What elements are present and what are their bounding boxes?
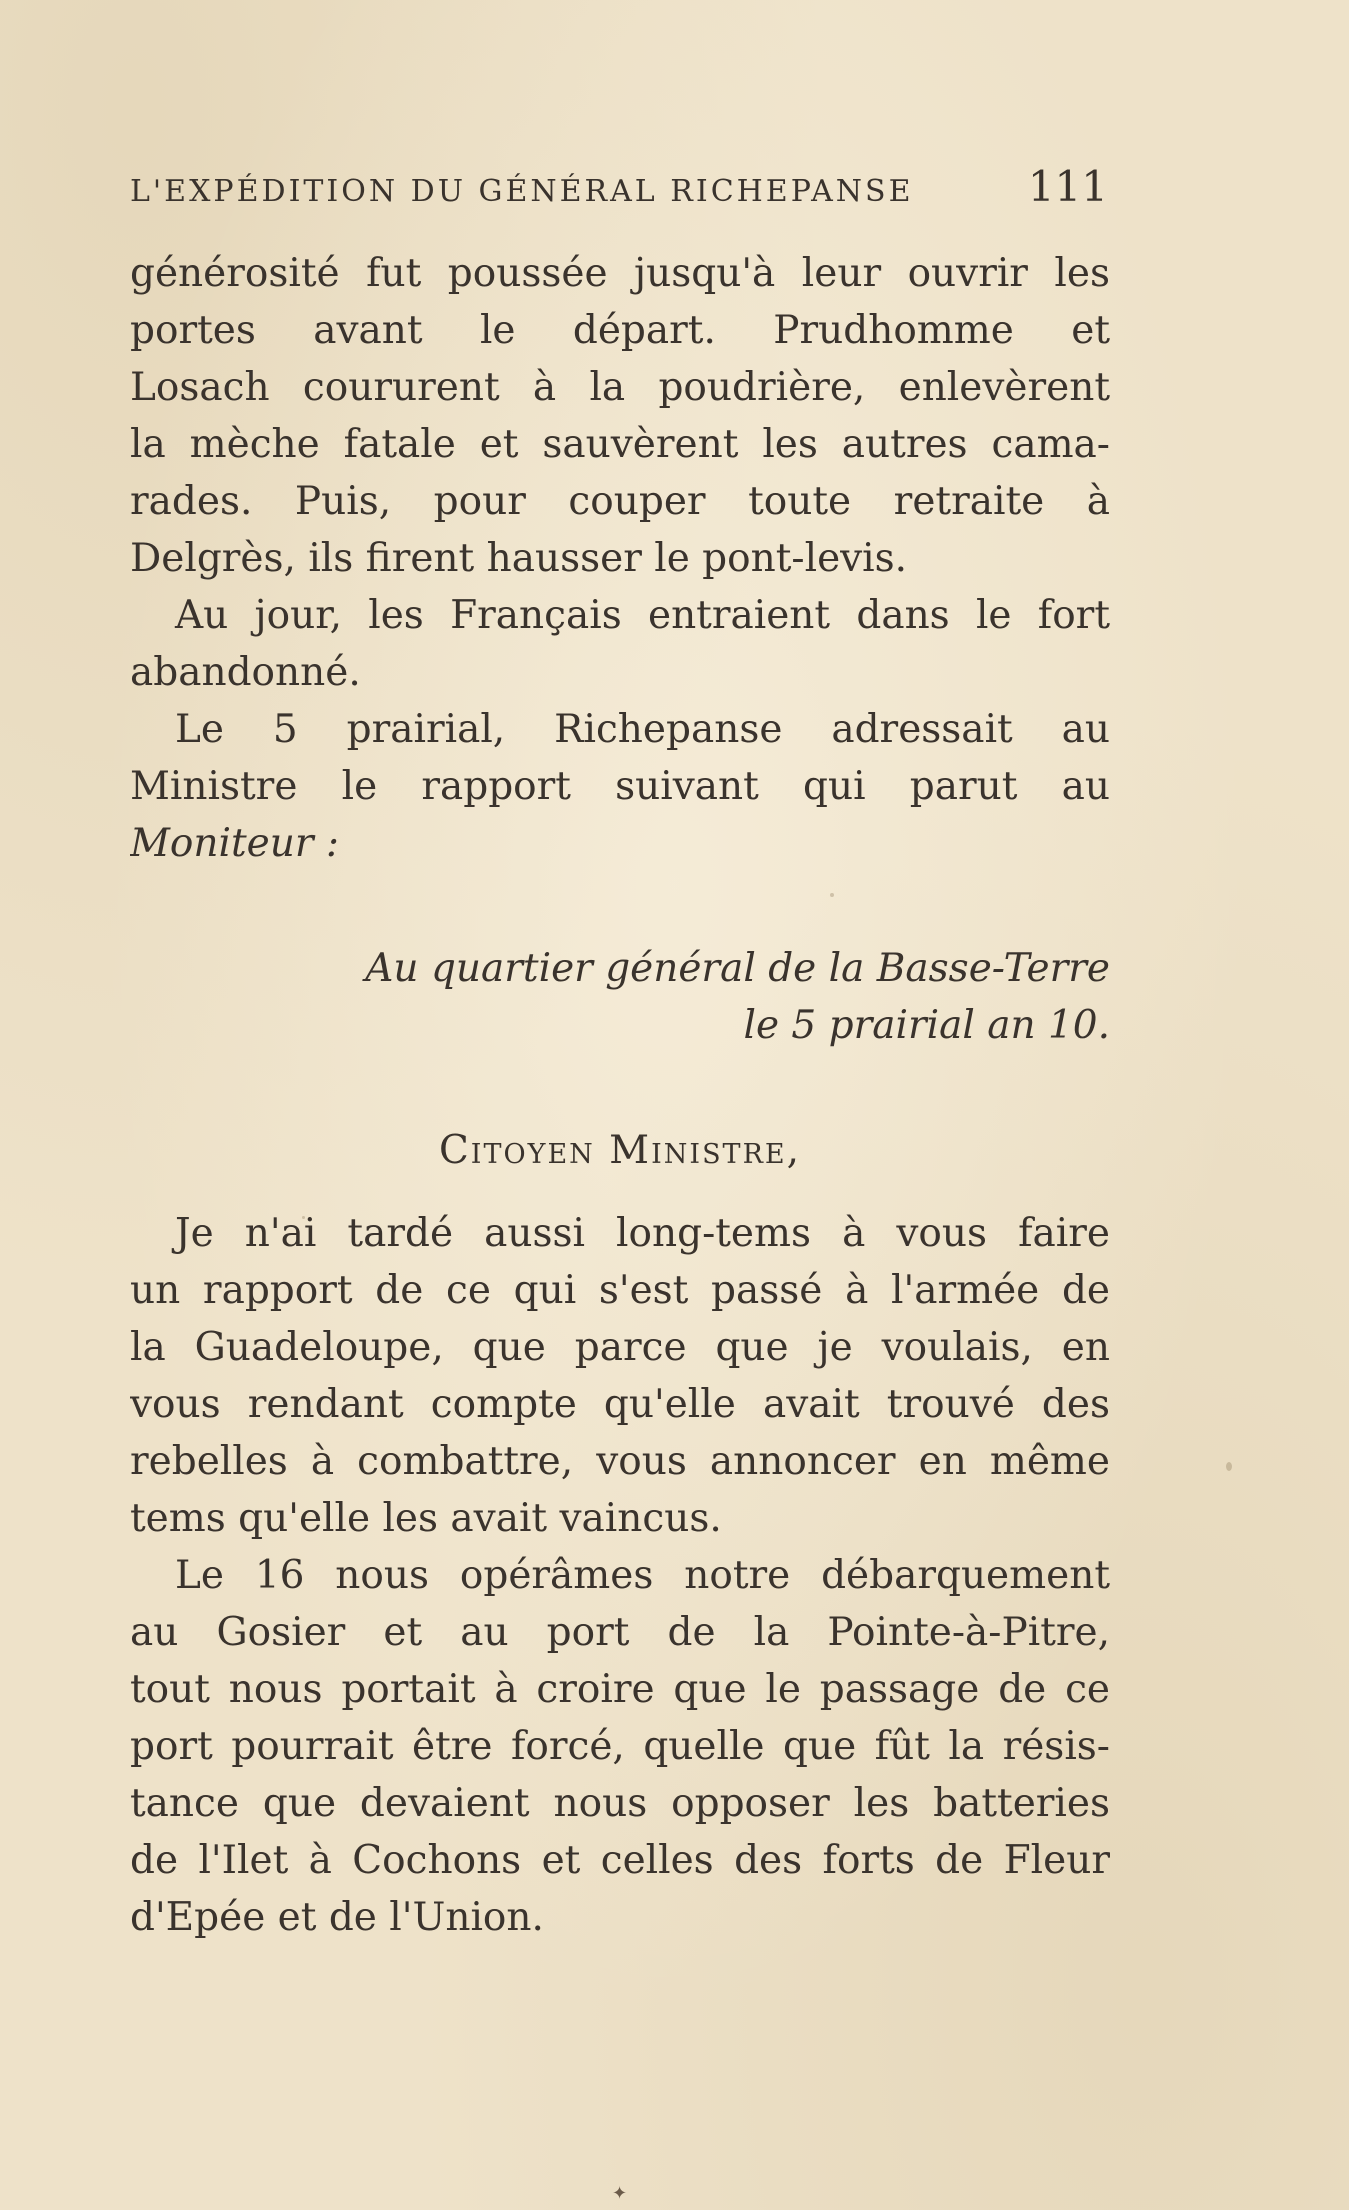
text-line: tout nous portait à croire que le passage de ce — [130, 1667, 1110, 1712]
text-line: la mèche fatale et sauvèrent les autres cama- — [130, 422, 1110, 467]
dateline-place: Au quartier général de la Basse-Terre — [365, 946, 1110, 991]
running-title: L'EXPÉDITION DU GÉNÉRAL RICHEPANSE — [130, 174, 914, 209]
text-line: Ministre le rapport suivant qui parut au — [130, 764, 1110, 809]
text-line: Au jour, les Français entraient dans le fort — [175, 593, 1110, 638]
text-line: de l'Ilet à Cochons et celles des forts de Fleur — [130, 1838, 1110, 1883]
text-line: Le 5 prairial, Richepanse adressait au — [175, 707, 1110, 752]
text-line: portes avant le départ. Prudhomme et — [130, 308, 1110, 353]
paragraph-block-2 — [130, 1205, 1110, 1946]
text-line: port pourrait être forcé, quelle que fût la résis- — [130, 1724, 1110, 1769]
text-line: un rapport de ce qui s'est passé à l'armée de — [130, 1268, 1110, 1313]
paragraph-block-1 — [130, 245, 1110, 872]
salutation-block — [130, 1122, 1110, 1179]
text-line: rebelles à combattre, vous annoncer en même — [130, 1439, 1110, 1484]
text-line: abandonné. — [130, 650, 361, 695]
page-ornament: ✦ — [612, 2183, 628, 2204]
text-line: Delgrès, ils firent hausser le pont-levis. — [130, 536, 908, 581]
text-line: rades. Puis, pour couper toute retraite à — [130, 479, 1110, 524]
page-header — [130, 162, 1108, 222]
text-line: générosité fut poussée jusqu'à leur ouvrir les — [130, 251, 1110, 296]
text-line: au Gosier et au port de la Pointe-à-Pitre, — [130, 1610, 1110, 1655]
page-number: 111 — [1027, 162, 1108, 211]
dateline — [130, 940, 1110, 1054]
text-line: d'Epée et de l'Union. — [130, 1895, 544, 1940]
dateline-date: le 5 prairial an 10. — [743, 1003, 1110, 1048]
text-line: Le 16 nous opérâmes notre débarquement — [175, 1553, 1110, 1598]
text-line: la Guadeloupe, que parce que je voulais, en — [130, 1325, 1110, 1370]
text-line: Je n'ai tardé aussi long-tems à vous faire — [175, 1211, 1110, 1256]
salutation: Citoyen Ministre, — [438, 1128, 802, 1173]
text-line: Losach coururent à la poudrière, enlevèrent — [130, 365, 1110, 410]
paper-speck — [1226, 1462, 1232, 1471]
paper-speck — [302, 1216, 305, 1219]
text-line: vous rendant compte qu'elle avait trouvé des — [130, 1382, 1110, 1427]
text-line: Moniteur : — [130, 821, 340, 866]
paper-speck — [830, 893, 834, 897]
text-line: tems qu'elle les avait vaincus. — [130, 1496, 722, 1541]
text-line: tance que devaient nous opposer les batteries — [130, 1781, 1110, 1826]
